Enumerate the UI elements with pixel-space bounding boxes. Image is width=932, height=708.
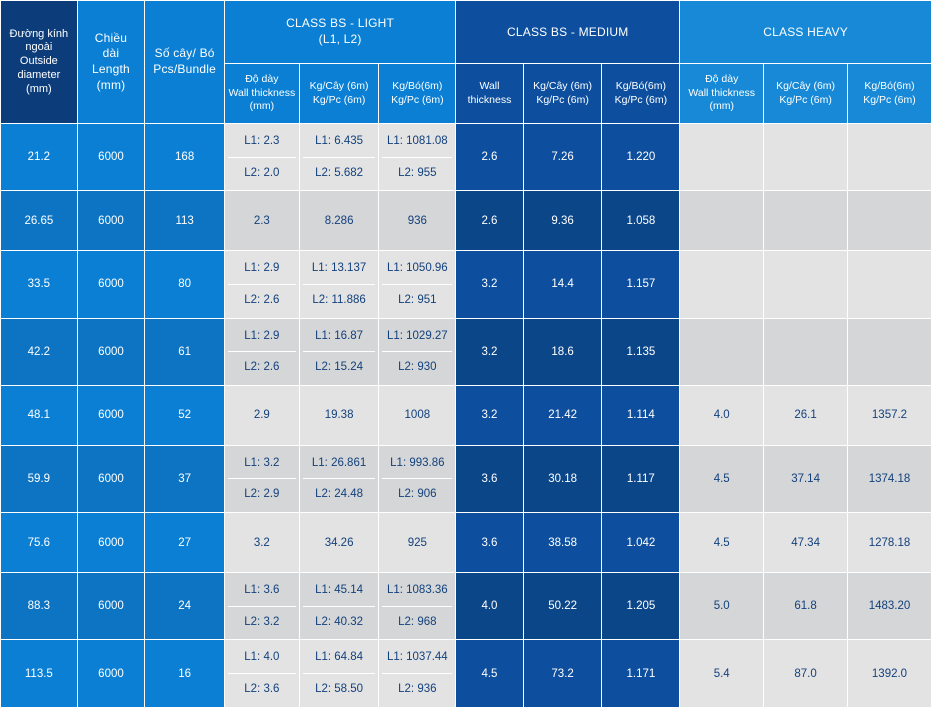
- header-outside-diameter: [1, 1, 78, 124]
- cell-length: 6000: [77, 191, 145, 251]
- cell-heavy-kg-per-pc: [764, 251, 848, 318]
- cell-light-wall-thickness: [225, 573, 300, 640]
- cell-light-kgbo-l1: L1: 1083.36: [382, 575, 452, 607]
- cell-heavy-wall-thickness: [680, 124, 764, 191]
- header-medium-kg-per-bundle: [602, 64, 680, 124]
- header-mkgpc-line1: Kg/Cây (6m): [533, 79, 593, 92]
- header-hkgbo-line2: Kg/Pc (6m): [863, 93, 916, 106]
- cell-medium-kg-per-pc: 7.26: [523, 124, 602, 191]
- cell-light-wall-thickness: 2.3: [225, 191, 300, 251]
- table-row: [1, 445, 932, 512]
- cell-heavy-kg-per-pc: 87.0: [764, 640, 848, 707]
- header-hwt-line1: Độ dày: [705, 73, 739, 86]
- cell-light-kgpc-l1: L1: 45.14: [303, 575, 376, 607]
- header-lkgpc-line1: Kg/Cây (6m): [309, 79, 369, 92]
- header-length-line4: (mm): [96, 77, 126, 92]
- header-class-bs-light: [225, 1, 456, 64]
- header-light-line1: CLASS BS - LIGHT: [286, 16, 395, 31]
- cell-medium-kg-per-bundle: 1.135: [602, 318, 680, 385]
- cell-medium-wall-thickness: 3.6: [456, 513, 524, 573]
- cell-medium-kg-per-bundle: 1.117: [602, 445, 680, 512]
- cell-medium-kg-per-bundle: 1.205: [602, 573, 680, 640]
- cell-heavy-kg-per-bundle: 1483.20: [848, 573, 932, 640]
- cell-light-kgbo-l1: L1: 1037.44: [382, 642, 452, 674]
- cell-heavy-kg-per-bundle: 1278.18: [848, 513, 932, 573]
- cell-outside-diameter: 42.2: [1, 318, 78, 385]
- header-lkgpc-line2: Kg/Pc (6m): [312, 93, 366, 106]
- cell-light-wall-thickness: [225, 124, 300, 191]
- header-light-kg-per-pc: [299, 64, 379, 124]
- cell-medium-wall-thickness: 4.5: [456, 640, 524, 707]
- cell-light-kgpc-l1: L1: 16.87: [303, 321, 376, 353]
- cell-heavy-kg-per-pc: [764, 191, 848, 251]
- header-od-line1: Đường kính: [9, 27, 69, 40]
- cell-light-wall-l2: L2: 3.2: [244, 615, 280, 628]
- header-medium-kg-per-pc: [523, 64, 602, 124]
- cell-heavy-wall-thickness: 4.0: [680, 385, 764, 445]
- cell-medium-kg-per-pc: 30.18: [523, 445, 602, 512]
- cell-medium-wall-thickness: 3.2: [456, 385, 524, 445]
- cell-light-kg-per-bundle: 936: [379, 191, 456, 251]
- table-row: [1, 513, 932, 573]
- cell-heavy-kg-per-bundle: 1357.2: [848, 385, 932, 445]
- cell-light-wall-l1: L1: 2.9: [228, 321, 296, 353]
- table-body: [1, 124, 932, 708]
- cell-outside-diameter: 59.9: [1, 445, 78, 512]
- header-lwt-line2: Wall thickness: [228, 86, 296, 99]
- cell-light-kgbo-l2: L2: 930: [398, 361, 437, 374]
- cell-light-kg-per-pc: [299, 318, 379, 385]
- header-medium-wall-thickness: Wall thickness: [456, 64, 524, 124]
- cell-light-kgbo-l2: L2: 906: [398, 488, 437, 501]
- header-heavy-wall-thickness: [680, 64, 764, 124]
- cell-pcs-bundle: 80: [145, 251, 225, 318]
- header-lwt-line1: Độ dày: [245, 73, 279, 86]
- cell-outside-diameter: 113.5: [1, 640, 78, 707]
- cell-light-kg-per-bundle: [379, 445, 456, 512]
- cell-heavy-kg-per-bundle: [848, 191, 932, 251]
- table-row: [1, 640, 932, 707]
- cell-light-kgpc-l2: L2: 24.48: [315, 488, 364, 501]
- cell-light-kgbo-l2: L2: 955: [398, 166, 437, 179]
- header-length-line1: Chiều: [94, 30, 128, 45]
- cell-light-kgpc-l1: L1: 6.435: [303, 126, 376, 158]
- cell-light-kg-per-pc: 19.38: [299, 385, 379, 445]
- table-row: [1, 318, 932, 385]
- cell-light-wall-l2: L2: 2.9: [244, 488, 280, 501]
- header-length-line2: dài: [102, 46, 120, 61]
- cell-medium-wall-thickness: 3.2: [456, 318, 524, 385]
- cell-heavy-kg-per-bundle: 1374.18: [848, 445, 932, 512]
- cell-heavy-kg-per-bundle: [848, 124, 932, 191]
- cell-light-kgpc-l2: L2: 58.50: [315, 683, 364, 696]
- header-od-line3: Outside: [19, 55, 58, 68]
- cell-medium-wall-thickness: 2.6: [456, 191, 524, 251]
- table-row: [1, 124, 932, 191]
- cell-medium-kg-per-pc: 50.22: [523, 573, 602, 640]
- cell-light-wall-thickness: 3.2: [225, 513, 300, 573]
- header-od-line5: (mm): [26, 82, 52, 95]
- cell-heavy-kg-per-pc: 26.1: [764, 385, 848, 445]
- cell-outside-diameter: 75.6: [1, 513, 78, 573]
- cell-medium-kg-per-bundle: 1.157: [602, 251, 680, 318]
- cell-pcs-bundle: 61: [145, 318, 225, 385]
- header-light-wall-thickness: [225, 64, 300, 124]
- cell-light-kgpc-l1: L1: 26.861: [303, 448, 376, 480]
- header-class-bs-medium: CLASS BS - MEDIUM: [456, 1, 680, 64]
- table-row: [1, 573, 932, 640]
- cell-pcs-bundle: 27: [145, 513, 225, 573]
- cell-light-kg-per-bundle: [379, 251, 456, 318]
- header-lkgbo-line2: Kg/Pc (6m): [391, 93, 444, 106]
- cell-light-kg-per-bundle: 925: [379, 513, 456, 573]
- cell-medium-kg-per-bundle: 1.058: [602, 191, 680, 251]
- table-header: [1, 1, 932, 124]
- cell-length: 6000: [77, 124, 145, 191]
- cell-light-wall-l1: L1: 4.0: [228, 642, 296, 674]
- header-od-line2: ngoài: [25, 41, 53, 54]
- cell-light-wall-l2: L2: 2.6: [244, 361, 280, 374]
- header-hkgbo-line1: Kg/Bó(6m): [864, 79, 915, 92]
- cell-heavy-wall-thickness: 5.4: [680, 640, 764, 707]
- cell-pcs-bundle: 113: [145, 191, 225, 251]
- cell-length: 6000: [77, 251, 145, 318]
- header-lwt-line3: (mm): [249, 100, 275, 113]
- header-heavy-kg-per-pc: [764, 64, 848, 124]
- cell-heavy-kg-per-pc: [764, 318, 848, 385]
- cell-light-kgpc-l2: L2: 11.886: [312, 293, 366, 306]
- cell-pcs-bundle: 37: [145, 445, 225, 512]
- cell-medium-kg-per-pc: 73.2: [523, 640, 602, 707]
- cell-medium-kg-per-pc: 18.6: [523, 318, 602, 385]
- cell-light-wall-thickness: [225, 251, 300, 318]
- cell-light-kgpc-l1: L1: 64.84: [303, 642, 376, 674]
- cell-light-kgpc-l2: L2: 15.24: [315, 361, 364, 374]
- cell-heavy-kg-per-bundle: [848, 251, 932, 318]
- cell-heavy-wall-thickness: 4.5: [680, 445, 764, 512]
- cell-medium-kg-per-bundle: 1.042: [602, 513, 680, 573]
- cell-pcs-bundle: 168: [145, 124, 225, 191]
- header-heavy-kg-per-bundle: [848, 64, 932, 124]
- cell-light-kgbo-l1: L1: 1029.27: [382, 321, 452, 353]
- cell-length: 6000: [77, 513, 145, 573]
- header-pcs-bundle: [145, 1, 225, 124]
- cell-light-kg-per-pc: [299, 251, 379, 318]
- cell-heavy-wall-thickness: [680, 251, 764, 318]
- cell-outside-diameter: 88.3: [1, 573, 78, 640]
- cell-heavy-kg-per-pc: [764, 124, 848, 191]
- table-row: [1, 191, 932, 251]
- cell-outside-diameter: 21.2: [1, 124, 78, 191]
- cell-light-wall-thickness: [225, 318, 300, 385]
- cell-medium-wall-thickness: 3.2: [456, 251, 524, 318]
- cell-medium-wall-thickness: 4.0: [456, 573, 524, 640]
- cell-heavy-kg-per-bundle: [848, 318, 932, 385]
- header-hkgpc-line1: Kg/Cây (6m): [776, 79, 836, 92]
- cell-medium-wall-thickness: 3.6: [456, 445, 524, 512]
- cell-light-kg-per-pc: [299, 573, 379, 640]
- cell-light-wall-l2: L2: 3.6: [244, 683, 280, 696]
- cell-heavy-kg-per-pc: 37.14: [764, 445, 848, 512]
- cell-light-kgpc-l2: L2: 5.682: [315, 166, 364, 179]
- cell-light-kgbo-l2: L2: 951: [398, 293, 437, 306]
- cell-medium-kg-per-pc: 38.58: [523, 513, 602, 573]
- cell-light-wall-thickness: [225, 445, 300, 512]
- cell-medium-kg-per-pc: 21.42: [523, 385, 602, 445]
- table-row: [1, 385, 932, 445]
- cell-heavy-wall-thickness: [680, 191, 764, 251]
- cell-light-kg-per-pc: 8.286: [299, 191, 379, 251]
- cell-medium-kg-per-pc: 9.36: [523, 191, 602, 251]
- cell-heavy-kg-per-bundle: 1392.0: [848, 640, 932, 707]
- header-row-top: [1, 1, 932, 64]
- cell-light-kg-per-pc: 34.26: [299, 513, 379, 573]
- cell-pcs-bundle: 52: [145, 385, 225, 445]
- header-hkgpc-line2: Kg/Pc (6m): [779, 93, 832, 106]
- cell-medium-kg-per-bundle: 1.171: [602, 640, 680, 707]
- cell-light-kgbo-l1: L1: 993.86: [382, 448, 452, 480]
- header-od-line4: diameter: [17, 68, 61, 81]
- cell-light-kg-per-pc: [299, 124, 379, 191]
- cell-light-kg-per-bundle: [379, 318, 456, 385]
- header-mkgbo-line1: Kg/Bó(6m): [615, 79, 666, 92]
- cell-light-wall-l2: L2: 2.6: [244, 293, 280, 306]
- cell-light-wall-l1: L1: 3.6: [228, 575, 296, 607]
- cell-light-kg-per-bundle: 1008: [379, 385, 456, 445]
- cell-light-kgbo-l1: L1: 1081.08: [382, 126, 452, 158]
- header-lkgbo-line1: Kg/Bó(6m): [392, 79, 443, 92]
- cell-length: 6000: [77, 385, 145, 445]
- cell-heavy-wall-thickness: [680, 318, 764, 385]
- header-mkgbo-line2: Kg/Pc (6m): [614, 93, 668, 106]
- table-row: [1, 251, 932, 318]
- cell-light-kg-per-bundle: [379, 640, 456, 707]
- cell-length: 6000: [77, 640, 145, 707]
- header-class-heavy: CLASS HEAVY: [680, 1, 932, 64]
- cell-light-wall-l1: L1: 2.3: [228, 126, 296, 158]
- cell-length: 6000: [77, 573, 145, 640]
- cell-medium-wall-thickness: 2.6: [456, 124, 524, 191]
- cell-heavy-kg-per-pc: 61.8: [764, 573, 848, 640]
- cell-outside-diameter: 48.1: [1, 385, 78, 445]
- cell-heavy-wall-thickness: 4.5: [680, 513, 764, 573]
- cell-light-wall-thickness: 2.9: [225, 385, 300, 445]
- header-light-line2: (L1, L2): [318, 32, 362, 46]
- header-length-line3: Length: [92, 62, 130, 76]
- cell-light-wall-l1: L1: 2.9: [228, 253, 296, 285]
- header-hwt-line2: Wall thickness: [688, 86, 756, 99]
- cell-light-kg-per-bundle: [379, 124, 456, 191]
- cell-light-kgbo-l2: L2: 936: [398, 683, 437, 696]
- header-light-kg-per-bundle: [379, 64, 456, 124]
- header-pcs-line2: Pcs/Bundle: [153, 62, 216, 76]
- header-mkgpc-line2: Kg/Pc (6m): [536, 93, 589, 106]
- cell-medium-kg-per-bundle: 1.220: [602, 124, 680, 191]
- cell-medium-kg-per-bundle: 1.114: [602, 385, 680, 445]
- cell-heavy-wall-thickness: 5.0: [680, 573, 764, 640]
- cell-outside-diameter: 26.65: [1, 191, 78, 251]
- cell-light-wall-l1: L1: 3.2: [228, 448, 296, 480]
- cell-pcs-bundle: 24: [145, 573, 225, 640]
- cell-heavy-kg-per-pc: 47.34: [764, 513, 848, 573]
- cell-length: 6000: [77, 445, 145, 512]
- cell-light-kg-per-pc: [299, 445, 379, 512]
- cell-light-kgpc-l1: L1: 13.137: [303, 253, 376, 285]
- cell-pcs-bundle: 16: [145, 640, 225, 707]
- cell-light-kgbo-l1: L1: 1050.96: [382, 253, 452, 285]
- cell-length: 6000: [77, 318, 145, 385]
- cell-light-kg-per-pc: [299, 640, 379, 707]
- cell-light-kgbo-l2: L2: 968: [398, 615, 437, 628]
- cell-medium-kg-per-pc: 14.4: [523, 251, 602, 318]
- header-length: [77, 1, 145, 124]
- header-hwt-line3: (mm): [709, 100, 734, 113]
- cell-light-kg-per-bundle: [379, 573, 456, 640]
- cell-light-wall-l2: L2: 2.0: [244, 166, 280, 179]
- cell-light-kgpc-l2: L2: 40.32: [315, 615, 364, 628]
- cell-light-wall-thickness: [225, 640, 300, 707]
- cell-outside-diameter: 33.5: [1, 251, 78, 318]
- header-pcs-line1: Số cây/ Bó: [154, 46, 215, 61]
